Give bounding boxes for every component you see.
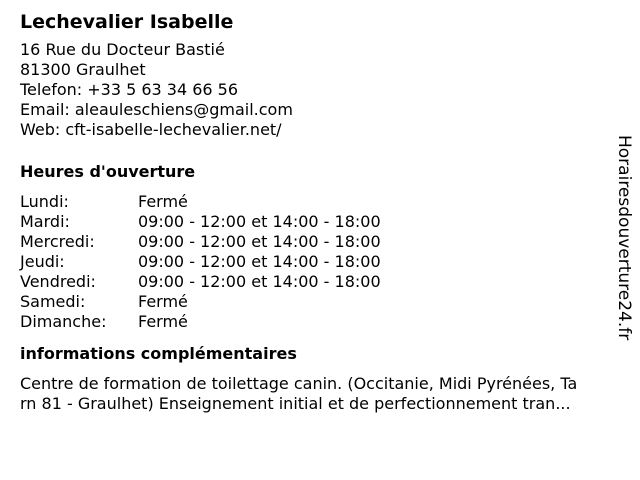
hours-time-value: Fermé bbox=[138, 292, 188, 311]
hours-row-vendredi bbox=[20, 272, 610, 292]
hours-row-mardi bbox=[20, 212, 610, 232]
website-line[interactable]: Web: cft-isabelle-lechevalier.net/ bbox=[20, 120, 282, 139]
opening-hours-table bbox=[20, 192, 610, 332]
business-name: Lechevalier Isabelle bbox=[20, 11, 234, 33]
hours-day-label: Vendredi: bbox=[20, 272, 96, 291]
hours-row-jeudi bbox=[20, 252, 610, 272]
hours-row-mercredi bbox=[20, 232, 610, 252]
additional-info-line: Centre de formation de toilettage canin. (Occitanie, Midi Pyrénées, Ta bbox=[20, 374, 578, 393]
hours-row-dimanche bbox=[20, 312, 610, 332]
opening-hours-heading: Heures d'ouverture bbox=[20, 162, 196, 181]
hours-day-label: Dimanche: bbox=[20, 312, 107, 331]
hours-time-value: 09:00 - 12:00 et 14:00 - 18:00 bbox=[138, 212, 381, 231]
hours-day-label: Samedi: bbox=[20, 292, 86, 311]
hours-row-samedi bbox=[20, 292, 610, 312]
additional-info-heading: informations complémentaires bbox=[20, 344, 297, 363]
hours-time-value: 09:00 - 12:00 et 14:00 - 18:00 bbox=[138, 272, 381, 291]
hours-time-value: 09:00 - 12:00 et 14:00 - 18:00 bbox=[138, 252, 381, 271]
phone-line[interactable]: Telefon: +33 5 63 34 66 56 bbox=[20, 80, 239, 99]
address-city: 81300 Graulhet bbox=[20, 60, 146, 79]
site-brand-watermark: Horairesdouverture24.fr bbox=[614, 135, 634, 341]
additional-info-line: rn 81 - Graulhet) Enseignement initial et de perfectionnement tran... bbox=[20, 394, 571, 413]
hours-time-value: Fermé bbox=[138, 192, 188, 211]
additional-info-text bbox=[20, 374, 628, 414]
email-line[interactable]: Email: aleauleschiens@gmail.com bbox=[20, 100, 293, 119]
address-street: 16 Rue du Docteur Bastié bbox=[20, 40, 225, 59]
hours-day-label: Jeudi: bbox=[20, 252, 65, 271]
business-card bbox=[20, 10, 610, 414]
hours-row-lundi bbox=[20, 192, 610, 212]
hours-day-label: Mardi: bbox=[20, 212, 70, 231]
hours-time-value: Fermé bbox=[138, 312, 188, 331]
hours-time-value: 09:00 - 12:00 et 14:00 - 18:00 bbox=[138, 232, 381, 251]
hours-day-label: Mercredi: bbox=[20, 232, 95, 251]
hours-day-label: Lundi: bbox=[20, 192, 69, 211]
